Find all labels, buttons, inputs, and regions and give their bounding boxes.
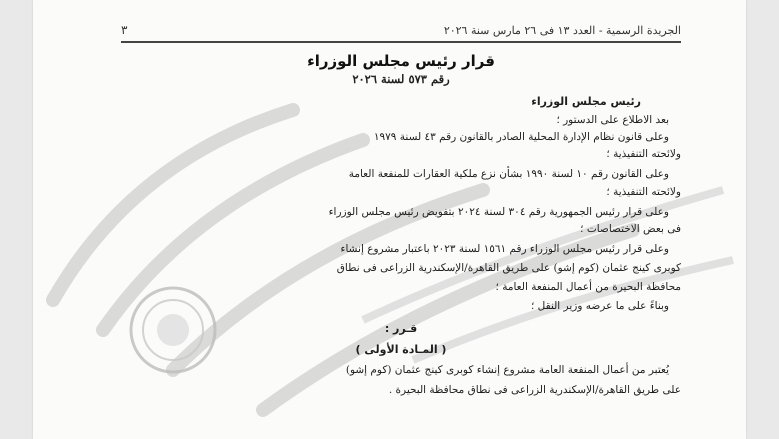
decree-title: قرار رئيس مجلس الوزراء bbox=[307, 52, 495, 70]
article-text-line: يُعتبر من أعمال المنفعة العامة مشروع إنشاء كوبرى كينج عثمان (كوم إشو) bbox=[345, 364, 669, 376]
header-divider bbox=[121, 41, 681, 43]
preamble-line: وعلى قرار رئيس مجلس الوزراء رقم ١٥٦١ لسنة ٢٠٢٣ باعتبار مشروع إنشاء bbox=[340, 243, 669, 255]
page-number: ٣ bbox=[121, 23, 128, 37]
preamble-line: وعلى القانون رقم ١٠ لسنة ١٩٩٠ بشأن نزع ملكية العقارات للمنفعة العامة bbox=[348, 168, 669, 180]
decided-heading: قـرر : bbox=[384, 322, 418, 335]
document-body bbox=[121, 0, 681, 439]
decree-number: رقم ٥٧٣ لسنة ٢٠٢٦ bbox=[352, 72, 450, 86]
issuer-heading: رئيس مجلس الوزراء bbox=[531, 95, 641, 108]
article-title: ( المـادة الأولى ) bbox=[355, 343, 447, 356]
document-page bbox=[33, 0, 746, 439]
preamble-line: وبناءً على ما عرضه وزير النقل ؛ bbox=[531, 300, 669, 312]
preamble-line: ولائحته التنفيذية ؛ bbox=[606, 148, 681, 160]
page-header bbox=[121, 23, 681, 37]
preamble-line: محافظة البحيرة من أعمال المنفعة العامة ؛ bbox=[495, 281, 681, 293]
gazette-issue-line: الجريدة الرسمية - العدد ١٣ فى ٢٦ مارس سنة ٢٠٢٦ bbox=[443, 23, 681, 37]
preamble-line: وعلى قانون نظام الإدارة المحلية الصادر بالقانون رقم ٤٣ لسنة ١٩٧٩ bbox=[373, 131, 669, 143]
preamble-line: وعلى قرار رئيس الجمهورية رقم ٣٠٤ لسنة ٢٠٢٤ بتفويض رئيس مجلس الوزراء bbox=[328, 206, 669, 218]
preamble-line: كوبرى كينج عثمان (كوم إشو) على طريق القاهرة/الإسكندرية الزراعى فى نطاق bbox=[336, 262, 681, 274]
preamble-line: فى بعض الاختصاصات ؛ bbox=[580, 223, 681, 235]
preamble-line: بعد الاطلاع على الدستور ؛ bbox=[556, 114, 669, 126]
article-text-line: على طريق القاهرة/الإسكندرية الزراعى فى نطاق محافظة البحيرة . bbox=[388, 384, 681, 396]
preamble-line: ولائحته التنفيذية ؛ bbox=[606, 186, 681, 198]
